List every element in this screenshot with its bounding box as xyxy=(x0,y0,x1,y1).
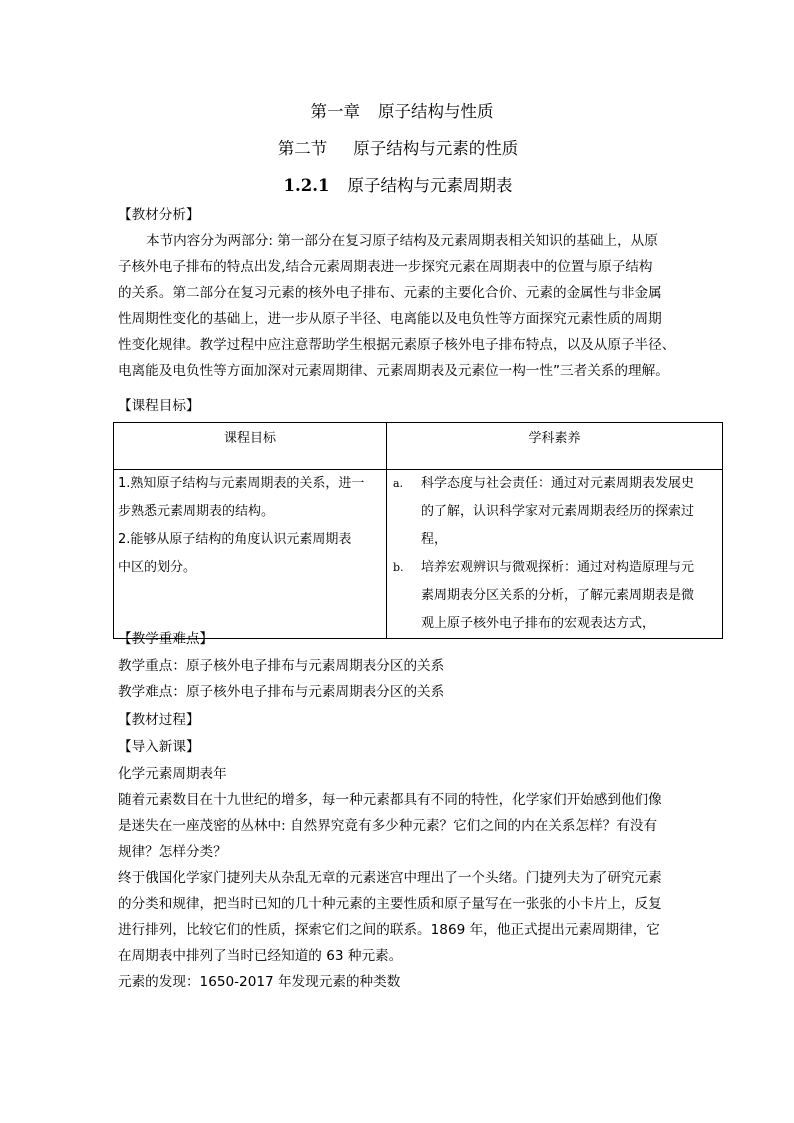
intro-label: 【导入新课】 xyxy=(118,739,200,755)
analysis-paragraph xyxy=(118,228,693,384)
section-title: 原子结构与元素的性质 xyxy=(353,139,519,158)
item-marker: b. xyxy=(393,561,404,574)
analysis-line: 电离能及电负性等方面加深对元素周期律、元素周期表及元素位一构一性”三者关系的理解。 xyxy=(118,363,669,379)
analysis-line: 子核外电子排布的特点出发,结合元素周期表进一步探究元素在周期表中的位置与原子结构 xyxy=(118,259,653,275)
teaching-focus: 教学重点：原子核外电子排布与元素周期表分区的关系 xyxy=(118,658,445,674)
item-line: 培养宏观辨识与微观探析：通过对构造原理与元 xyxy=(421,560,695,575)
goals-table xyxy=(113,422,723,639)
item-line: 观上原子核外电子排布的宏观表达方式， xyxy=(421,616,656,631)
goals-cell xyxy=(114,470,387,639)
goal-line: 中区的划分。 xyxy=(118,560,197,575)
analysis-label: 【教材分析】 xyxy=(118,207,200,223)
lesson-number: 1.2.1 xyxy=(283,176,330,195)
literacy-cell xyxy=(387,470,723,639)
body-line: 元素的发现：1650-2017 年发现元素的种类数 xyxy=(118,974,401,990)
section-number: 第二节 xyxy=(277,139,328,158)
body-line: 进行排列，比较它们的性质，探索它们之间的联系。1869 年，他正式提出元素周期律，它 xyxy=(118,922,660,938)
body-line: 的分类和规律，把当时已知的几十种元素的主要性质和原子量写在一张张的小卡片上，反复 xyxy=(118,896,662,912)
goal-line: 1.熟知原子结构与元素周期表的关系，进一 xyxy=(118,476,365,491)
literacy-col-header: 学科素养 xyxy=(387,423,723,470)
goals-header-row xyxy=(114,423,723,470)
body-line: 规律？怎样分类？ xyxy=(118,844,227,860)
analysis-line: 性变化规律。教学过程中应注意帮助学生根据元素原子核外电子排布特点，以及从原子半径、 xyxy=(118,337,676,353)
chapter-title: 原子结构与性质 xyxy=(378,102,494,121)
intro-body xyxy=(118,761,693,995)
body-line: 是迷失在一座茂密的丛林中: 自然界究竟有多少种元素？它们之间的内在关系怎样？有没有 xyxy=(118,818,658,834)
keypoints-paragraph xyxy=(118,653,693,705)
keypoints-label: 【教学重难点】 xyxy=(118,631,214,647)
goal-line: 2.能够从原子结构的角度认识元素周期表 xyxy=(118,532,352,547)
item-line: 程， xyxy=(421,532,448,547)
goals-col-header: 课程目标 xyxy=(114,423,387,470)
analysis-line: 性周期性变化的基础上，进一步从原子半径、电离能以及电负性等方面探究元素性质的周期 xyxy=(118,311,662,327)
body-line: 在周期表中排列了当时已经知道的 63 种元素。 xyxy=(118,948,403,964)
analysis-line: 的关系。第二部分在复习元素的核外电子排布、元素的主要化合价、元素的金属性与非金属 xyxy=(118,285,662,301)
item-line: 的了解，认识科学家对元素周期表经历的探索过 xyxy=(421,504,695,519)
body-line: 终于俄国化学家门捷列夫从杂乱无章的元素迷宫中理出了一个头绪。门捷列夫为了研究元素 xyxy=(118,870,662,886)
literacy-item xyxy=(393,554,716,638)
item-text xyxy=(421,554,716,638)
body-line: 随着元素数目在十九世纪的增多，每一种元素都具有不同的特性，化学家们开始感到他们像 xyxy=(118,792,662,808)
section-heading xyxy=(118,135,678,159)
item-line: 科学态度与社会责任：通过对元素周期表发展史 xyxy=(421,476,695,491)
item-marker: a. xyxy=(393,477,404,490)
literacy-item xyxy=(393,470,716,554)
teaching-difficulty: 教学难点：原子核外电子排布与元素周期表分区的关系 xyxy=(118,684,445,700)
chapter-heading xyxy=(122,98,682,122)
lesson-heading xyxy=(118,172,678,196)
chapter-number: 第一章 xyxy=(310,102,360,121)
goals-label: 【课程目标】 xyxy=(118,398,200,414)
item-text xyxy=(421,470,716,554)
goal-line: 步熟悉元素周期表的结构。 xyxy=(118,504,275,519)
analysis-line: 本节内容分为两部分: 第一部分在复习原子结构及元素周期表相关知识的基础上，从原 xyxy=(146,233,658,249)
body-line: 化学元素周期表年 xyxy=(118,766,227,782)
process-label: 【教材过程】 xyxy=(118,712,200,728)
item-line: 素周期表分区关系的分析，了解元素周期表是微 xyxy=(421,588,695,603)
goals-body-row xyxy=(114,470,723,639)
lesson-title: 原子结构与元素周期表 xyxy=(347,176,513,195)
